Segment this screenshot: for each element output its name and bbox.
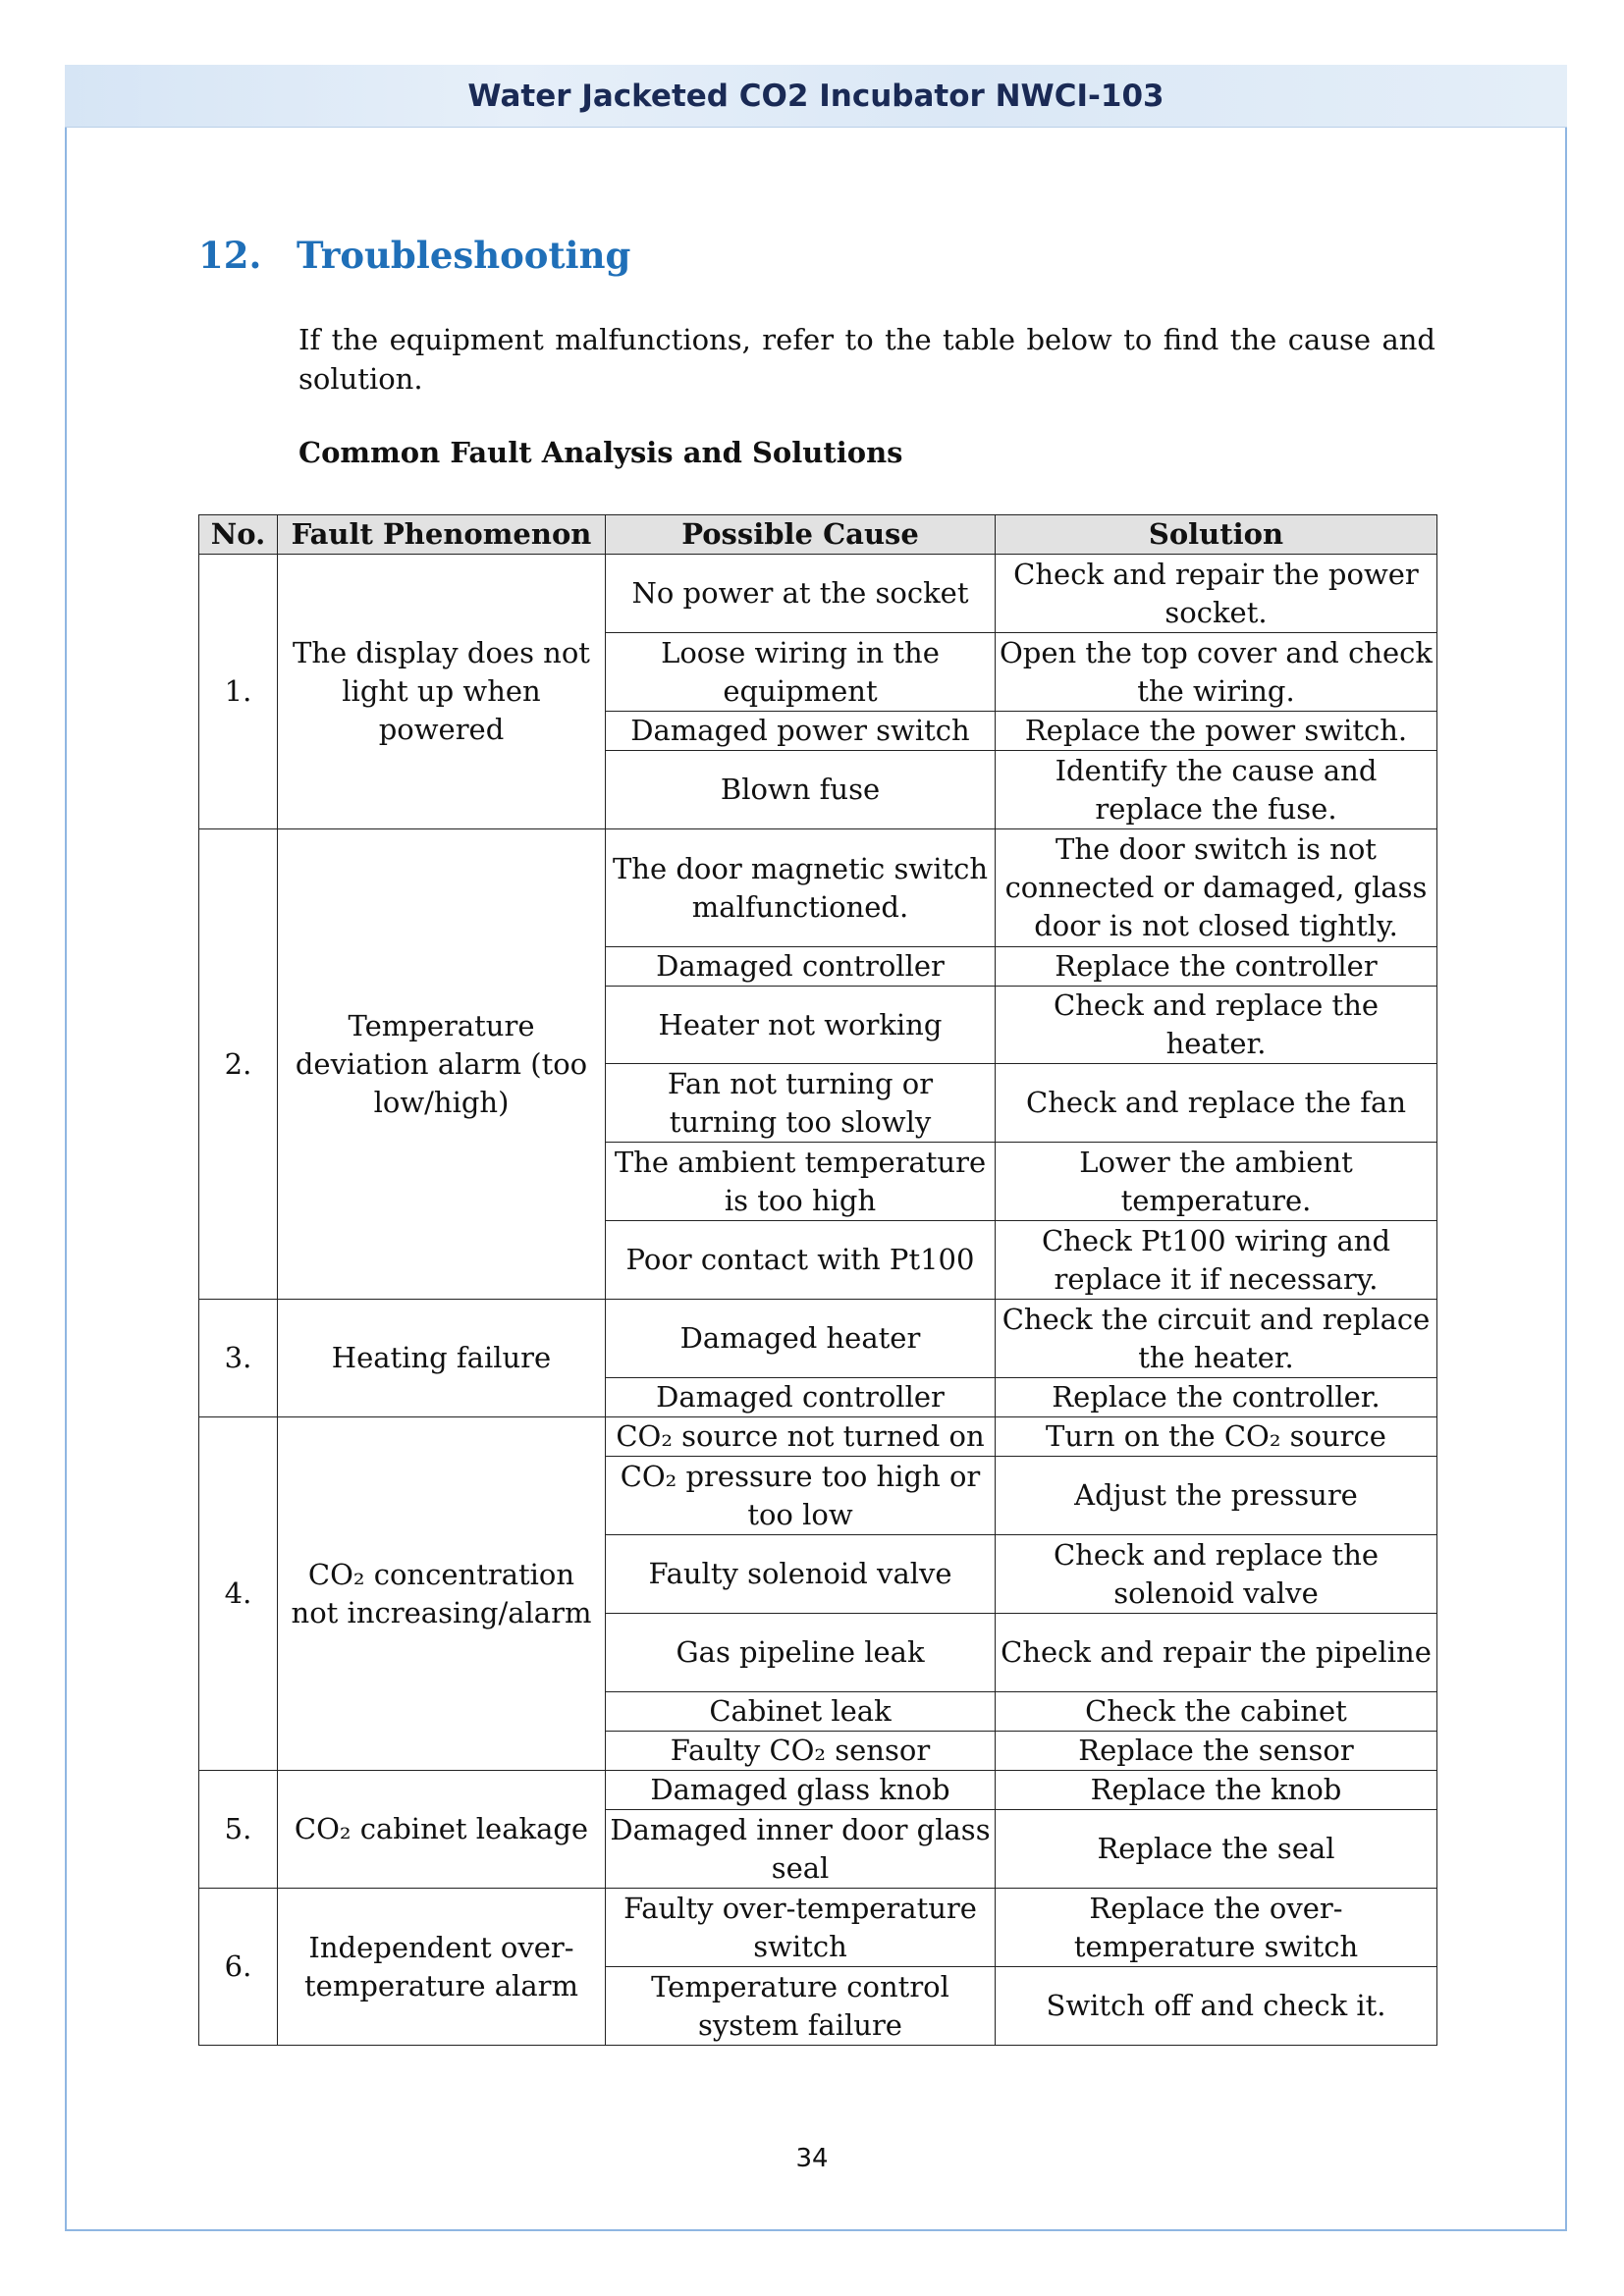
intro-paragraph: If the equipment malfunctions, refer to the table below to find the cause and solution. (298, 323, 1435, 396)
solution: The door switch is not connected or damaged, glass door is not closed tightly. (996, 829, 1437, 947)
header-cause: Possible Cause (606, 515, 996, 555)
solution: Replace the controller. (996, 1378, 1437, 1417)
fault-phenomenon: Temperature deviation alarm (too low/high) (278, 829, 606, 1300)
table-title: Common Fault Analysis and Solutions (298, 436, 903, 469)
page-number: 34 (795, 2144, 829, 2173)
fault-number: 3. (199, 1300, 278, 1417)
section-number: 12. (198, 234, 262, 277)
possible-cause: Gas pipeline leak (606, 1614, 996, 1692)
page-header (65, 65, 1567, 128)
possible-cause: The ambient temperature is too high (606, 1143, 996, 1221)
fault-number: 4. (199, 1417, 278, 1771)
solution: Replace the over-temperature switch (996, 1889, 1437, 1967)
possible-cause: No power at the socket (606, 555, 996, 633)
possible-cause: Faulty solenoid valve (606, 1535, 996, 1614)
solution: Switch off and check it. (996, 1967, 1437, 2046)
solution: Check and replace the fan (996, 1064, 1437, 1143)
solution: Identify the cause and replace the fuse. (996, 751, 1437, 829)
possible-cause: CO₂ source not turned on (606, 1417, 996, 1457)
solution: Open the top cover and check the wiring. (996, 633, 1437, 712)
solution: Replace the controller (996, 947, 1437, 987)
table-header-row (199, 515, 1437, 555)
header-no: No. (199, 515, 278, 555)
possible-cause: Damaged controller (606, 1378, 996, 1417)
solution: Replace the power switch. (996, 712, 1437, 751)
possible-cause: Fan not turning or turning too slowly (606, 1064, 996, 1143)
fault-number: 6. (199, 1889, 278, 2046)
possible-cause: Damaged heater (606, 1300, 996, 1378)
table-row (199, 555, 1437, 633)
possible-cause: Damaged power switch (606, 712, 996, 751)
solution: Replace the knob (996, 1771, 1437, 1810)
header-fault: Fault Phenomenon (278, 515, 606, 555)
possible-cause: Poor contact with Pt100 (606, 1221, 996, 1300)
solution: Check the circuit and replace the heater. (996, 1300, 1437, 1378)
possible-cause: Temperature control system failure (606, 1967, 996, 2046)
fault-table (198, 514, 1437, 2046)
possible-cause: Damaged controller (606, 947, 996, 987)
fault-phenomenon: CO₂ concentration not increasing/alarm (278, 1417, 606, 1771)
section-heading (198, 234, 630, 277)
solution: Replace the seal (996, 1810, 1437, 1889)
solution: Check and repair the pipeline (996, 1614, 1437, 1692)
header-solution: Solution (996, 515, 1437, 555)
solution: Lower the ambient temperature. (996, 1143, 1437, 1221)
table-row (199, 1771, 1437, 1810)
fault-number: 1. (199, 555, 278, 829)
possible-cause: CO₂ pressure too high or too low (606, 1457, 996, 1535)
possible-cause: Cabinet leak (606, 1692, 996, 1732)
solution: Replace the sensor (996, 1732, 1437, 1771)
possible-cause: Blown fuse (606, 751, 996, 829)
possible-cause: Damaged glass knob (606, 1771, 996, 1810)
fault-phenomenon: The display does not light up when powered (278, 555, 606, 829)
fault-phenomenon: Heating failure (278, 1300, 606, 1417)
possible-cause: Loose wiring in the equipment (606, 633, 996, 712)
fault-phenomenon: CO₂ cabinet leakage (278, 1771, 606, 1889)
possible-cause: Damaged inner door glass seal (606, 1810, 996, 1889)
solution: Check and repair the power socket. (996, 555, 1437, 633)
solution: Check and replace the solenoid valve (996, 1535, 1437, 1614)
table-row (199, 829, 1437, 947)
section-title: Troubleshooting (297, 234, 631, 277)
table-row (199, 1889, 1437, 1967)
possible-cause: Faulty CO₂ sensor (606, 1732, 996, 1771)
solution: Check the cabinet (996, 1692, 1437, 1732)
solution: Check Pt100 wiring and replace it if necessary. (996, 1221, 1437, 1300)
possible-cause: Heater not working (606, 987, 996, 1064)
header-title: Water Jacketed CO2 Incubator NWCI-103 (467, 78, 1164, 114)
solution: Adjust the pressure (996, 1457, 1437, 1535)
fault-number: 2. (199, 829, 278, 1300)
possible-cause: Faulty over-temperature switch (606, 1889, 996, 1967)
solution: Check and replace the heater. (996, 987, 1437, 1064)
table-row (199, 1417, 1437, 1457)
fault-number: 5. (199, 1771, 278, 1889)
fault-phenomenon: Independent over-temperature alarm (278, 1889, 606, 2046)
table-row (199, 1300, 1437, 1378)
solution: Turn on the CO₂ source (996, 1417, 1437, 1457)
possible-cause: The door magnetic switch malfunctioned. (606, 829, 996, 947)
